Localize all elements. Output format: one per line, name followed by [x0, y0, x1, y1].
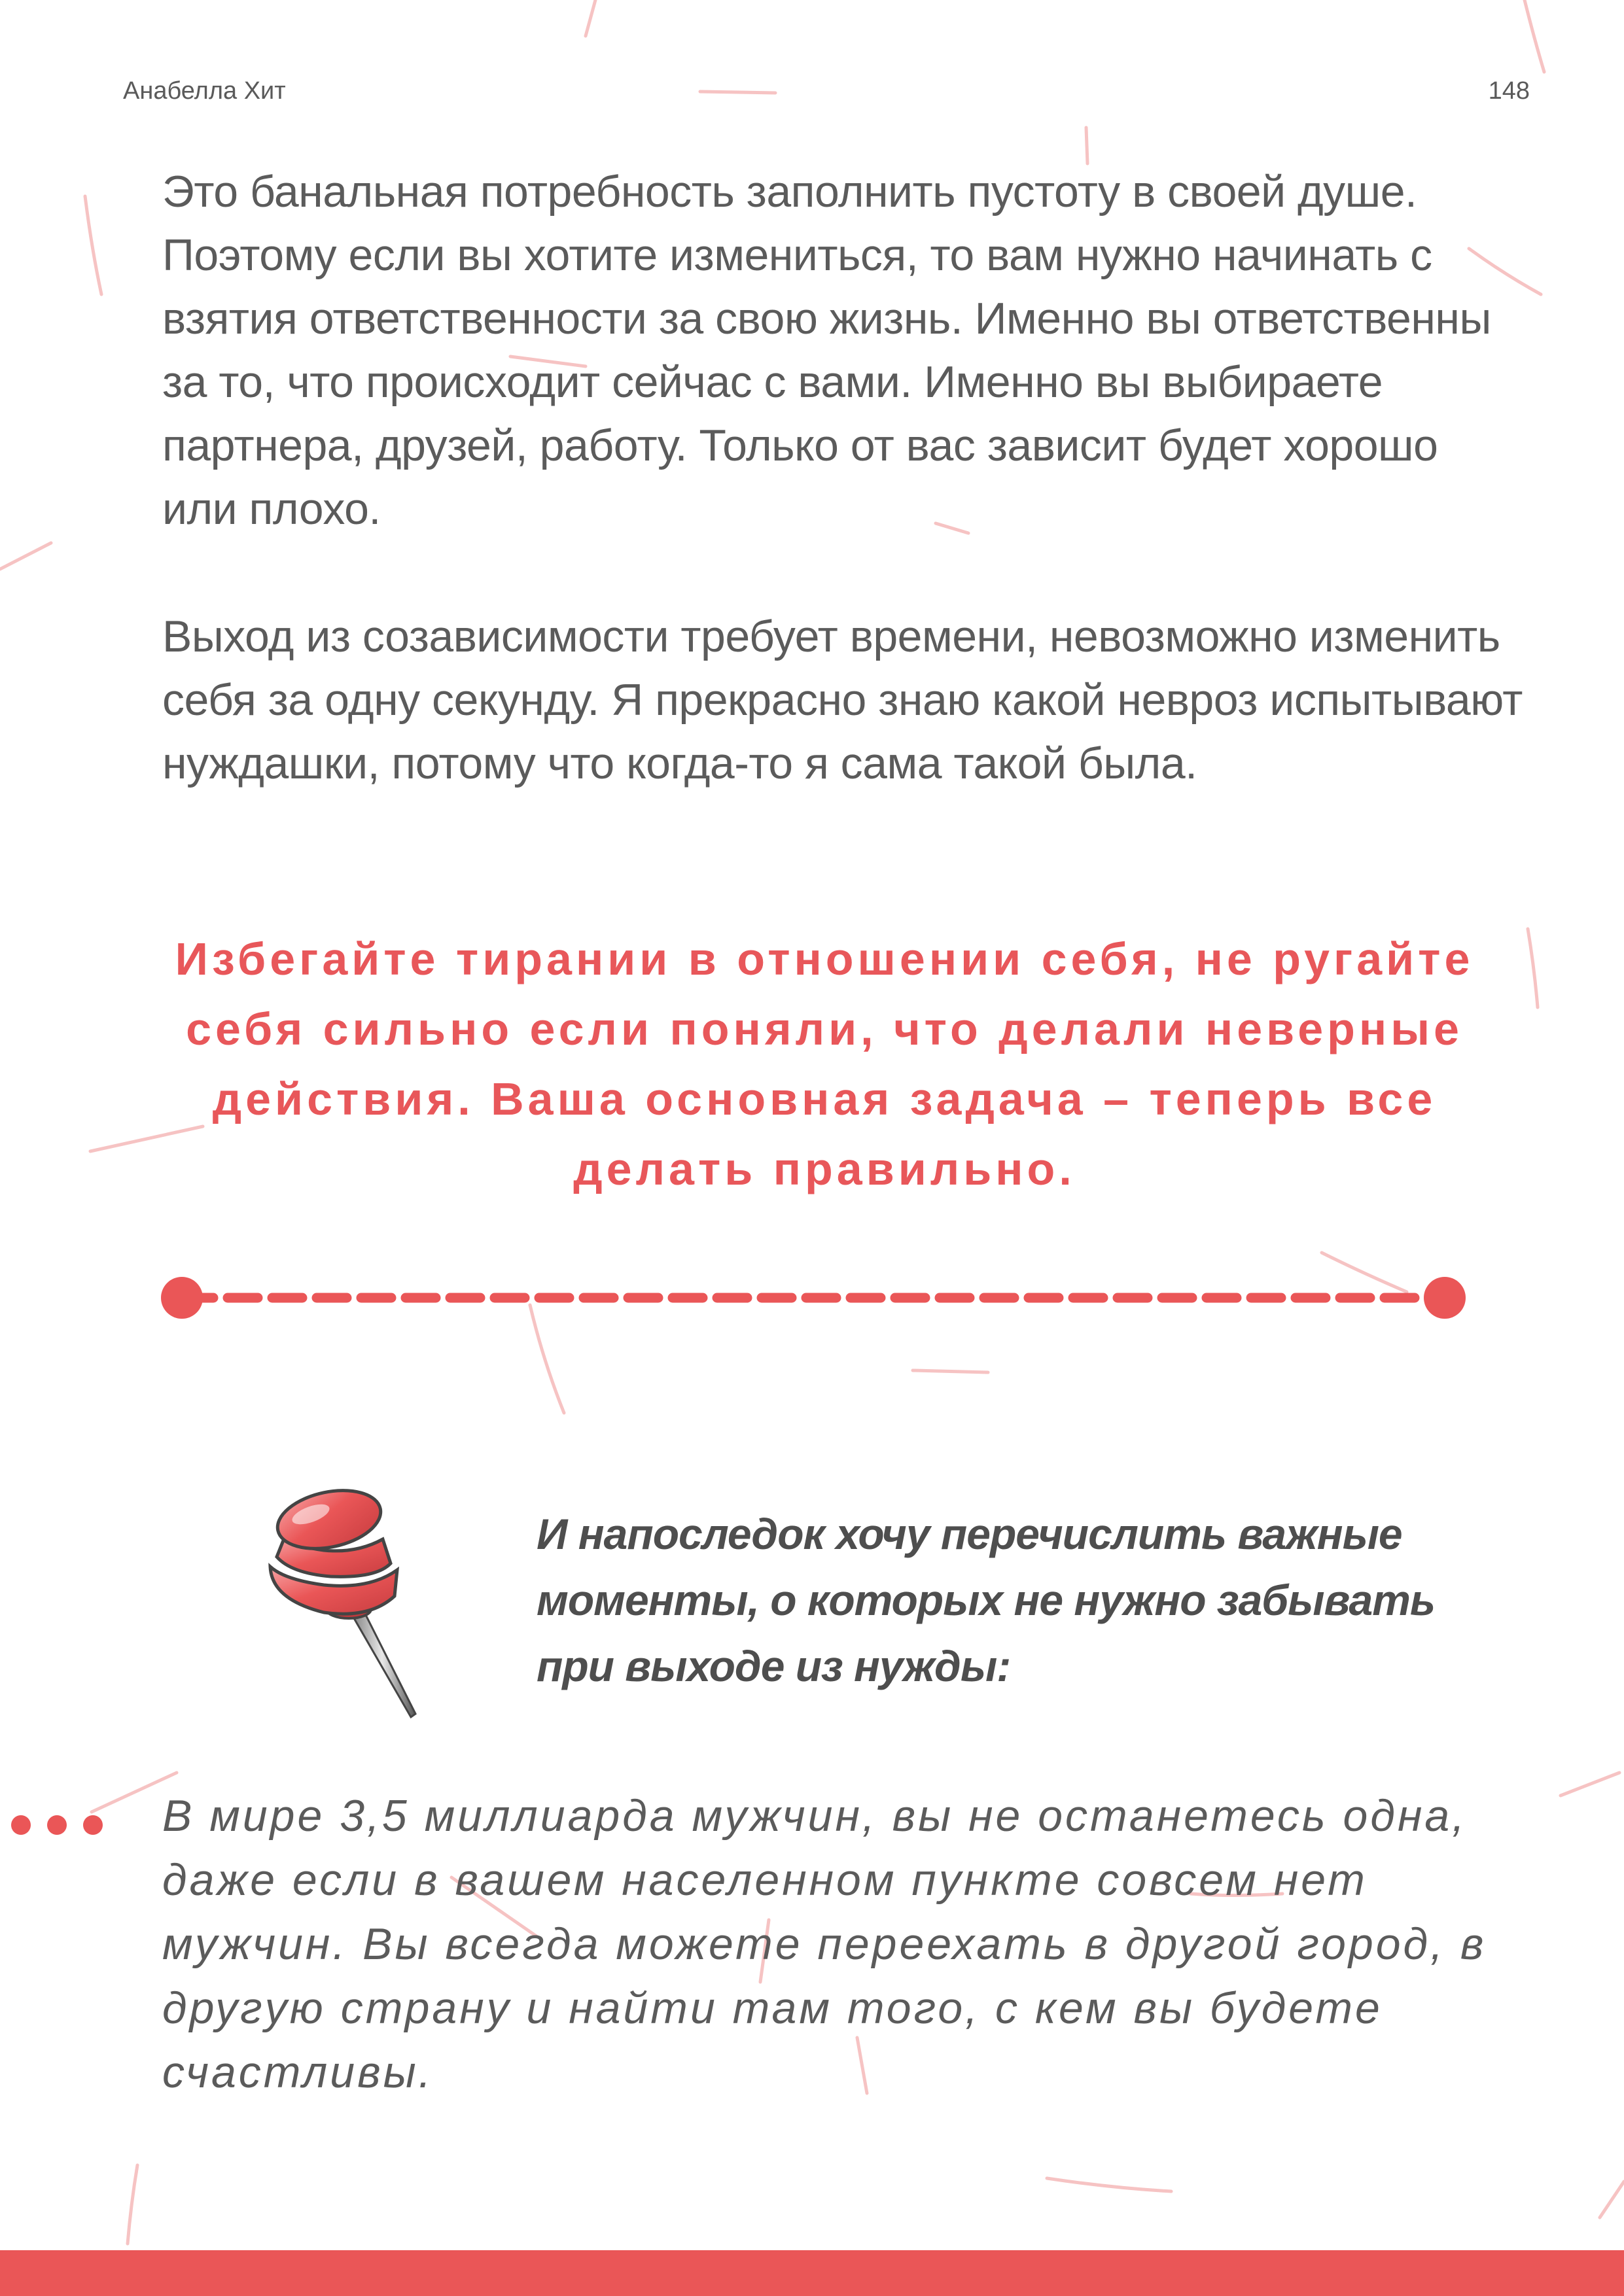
- highlight-quote: Избегайте тирании в отношении себя, не ругайте себя сильно если поняли, что делали неверные действия. Ваша основная задача – теперь все делать правильно.: [175, 933, 1474, 1194]
- body-paragraph-1: Это банальная потребность заполнить пустоту в своей душе. Поэтому если вы хотите измениться, то вам нужно начинать с взятия ответственности за свою жизнь. Именно вы ответственны за то, что происходит сейчас с вами. Именно вы выбираете партнера, друзей, работу. Только от вас зависит будет хорошо или плохо.: [162, 167, 1491, 534]
- dashed-divider: [157, 1270, 1472, 1325]
- body-paragraph-2: Выход из созависимости требует времени, невозможно изменить себя за одну секунду. Я прекрасно знаю какой невроз испытывают нуждашки, потому что когда-то я сама такой была.: [162, 612, 1523, 788]
- footer-bar: [0, 2250, 1624, 2296]
- page-number: 148: [1488, 77, 1530, 105]
- pushpin-icon: [252, 1482, 422, 1724]
- list-intro: И напоследок хочу перечислить важные моменты, о которых не нужно забывать при выходе из нужды:: [537, 1510, 1436, 1690]
- list-item-1: В мире 3,5 миллиарда мужчин, вы не останетесь одна, даже если в вашем населенном пункте совсем нет мужчин. Вы всегда можете переехать в другой город, в другую страну и найти там того, с кем вы будете счастливы.: [162, 1791, 1487, 2097]
- ellipsis-dots-icon: [7, 1812, 111, 1838]
- header-author: Анабелла Хит: [123, 77, 286, 105]
